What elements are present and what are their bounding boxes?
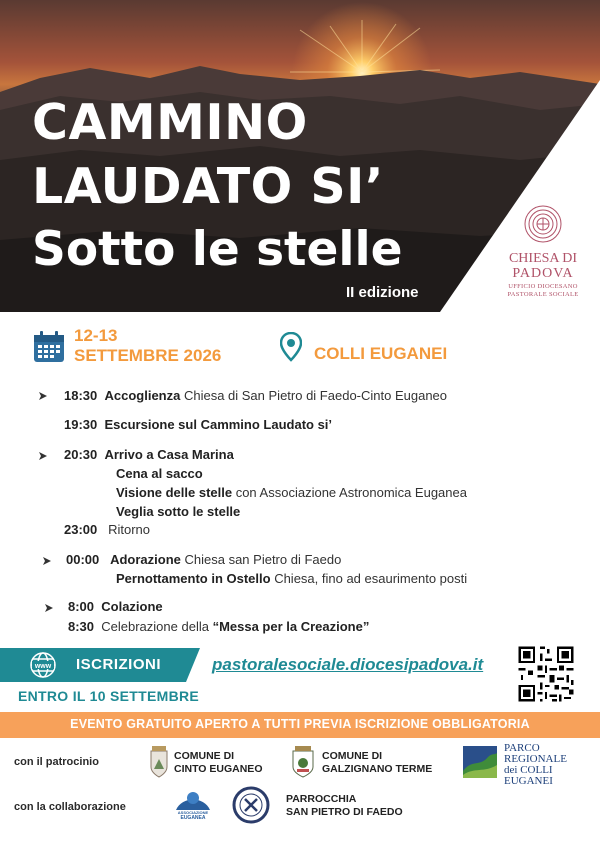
schedule-time: 20:30 [64,447,98,462]
schedule-time: 00:00 [66,552,100,567]
free-event-text: EVENTO GRATUITO APERTO A TUTTI PREVIA ISCRIZIONE OBBLIGATORIA [70,717,530,731]
schedule-item [64,388,447,403]
event-date-days: 12-13 [74,326,118,345]
edition-label: II edizione [346,284,419,301]
arrow-bullet-icon [44,603,54,613]
event-place: COLLI EUGANEI [314,344,448,363]
logo-line-3a: UFFICIO DIOCESANO [508,283,578,290]
cinto-euganeo-crest-icon [148,745,170,779]
qr-code-image[interactable] [516,644,576,704]
schedule-activity: Escursione sul Cammino Laudato si’ [104,417,333,432]
sponsor-parrocchia-san-pietro: PARROCCHIA SAN PIETRO DI FAEDO [286,793,403,818]
schedule-detail: Chiesa, fino ad esaurimento posti [270,571,468,586]
parrocchia-san-pietro-logo-icon [232,786,270,824]
schedule-item [116,504,240,519]
event-date-month: SETTEMBRE 2026 [74,346,222,365]
parco-colli-euganei-logo-icon [462,745,498,779]
schedule-activity: Cena al sacco [116,466,203,481]
title-line-3: Sotto le stelle [32,222,403,277]
schedule-activity: Colazione [101,599,163,614]
sponsor-galzignano-terme: COMUNE DI GALZIGNANO TERME [322,750,433,775]
sponsor-parco-colli-euganei: PARCO REGIONALE dei COLLI EUGANEI [504,742,567,787]
arrow-bullet-icon [42,556,52,566]
schedule-time: 8:30 [68,619,95,634]
chiesa-di-padova-logo [496,204,590,314]
collaboration-label: con la collaborazione [14,801,126,813]
schedule-activity: Adorazione [110,552,181,567]
schedule-activity: “Messa per la Creazione” [212,619,370,634]
astro-logo-text-top: ASSOCIAZIONE [177,810,209,815]
schedule-item [68,619,369,634]
schedule-item [116,485,467,500]
globe-www-text: www [34,663,52,670]
logo-line-3b: PASTORALE SOCIALE [507,291,579,298]
title-line-1: CAMMINO [32,94,308,151]
schedule-time: 23:00 [64,522,98,537]
schedule-detail: Chiesa san Pietro di Faedo [180,552,342,567]
astro-logo-text-bottom: EUGANEA [180,815,206,820]
schedule-activity: Veglia sotto le stelle [116,504,241,519]
schedule-activity: Accoglienza [104,388,181,403]
schedule-item [116,466,203,481]
schedule-activity: Pernottamento in Ostello [116,571,271,586]
schedule-item [116,571,467,586]
schedule-activity: Visione delle stelle [116,485,233,500]
schedule-item [64,447,234,462]
sponsor-cinto-euganeo: COMUNE DI CINTO EUGANEO [174,750,263,775]
schedule-activity: Arrivo a Casa Marina [104,447,234,462]
schedule-detail: con Associazione Astronomica Euganea [232,485,467,500]
schedule-item [68,599,163,614]
schedule-detail: Celebrazione della [101,619,213,634]
arrow-bullet-icon [38,391,48,401]
logo-line-2: PADOVA [512,266,574,281]
calendar-icon [32,330,66,364]
event-date-place [32,326,592,366]
registration-link[interactable]: pastoralesociale.diocesipadova.it [212,655,484,674]
schedule-time: 18:30 [64,388,98,403]
location-pin-icon [280,332,302,362]
schedule-time: 8:00 [68,599,95,614]
schedule-time: 19:30 [64,417,98,432]
logo-emblem-icon [523,204,563,244]
logo-line-1: CHIESA DI [508,251,578,266]
schedule-item [64,417,332,432]
schedule-detail: Chiesa di San Pietro di Faedo-Cinto Euganeo [180,388,448,403]
galzignano-crest-icon [290,745,316,779]
schedule-detail: Ritorno [108,522,151,537]
schedule-item [64,522,150,537]
registration-label: ISCRIZIONI [76,656,162,673]
arrow-bullet-icon [38,451,48,461]
globe-www-icon [26,650,60,680]
schedule-item [66,552,341,567]
title-line-2: LAUDATO SI’ [32,158,384,215]
patronage-label: con il patrocinio [14,756,99,768]
associazione-astronomica-euganea-logo-icon [174,786,212,820]
registration-deadline: ENTRO IL 10 SETTEMBRE [18,688,200,704]
